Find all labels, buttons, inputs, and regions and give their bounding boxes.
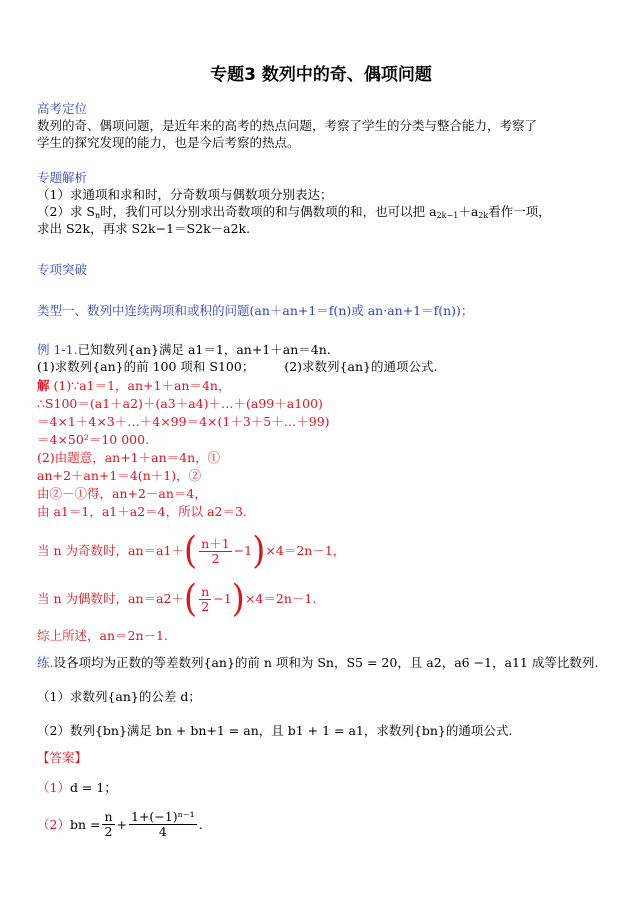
solution-line-2: ∴S100＝(a1＋a2)＋(a3＋a4)＋…＋(a99＋a100) <box>37 396 323 411</box>
answer-label: 【答案】 <box>37 750 88 765</box>
analysis-heading: 专题解析 <box>37 170 88 185</box>
type1-heading: 类型一、数列中连续两项和或积的问题(an＋an+1＝f(n)或 an·an+1＝f(n))； <box>37 303 474 318</box>
positioning-heading: 高考定位 <box>37 101 88 116</box>
example-label: 例 1-1. <box>37 342 78 357</box>
solution-line-8: 由 a1＝1，a1＋a2＝4，所以 a2＝3. <box>37 504 247 519</box>
answer-1: （1）d = 1； <box>37 780 117 795</box>
positioning-text-2: 学生的探究发现的能力，也是今后考察的热点。 <box>37 135 300 150</box>
solution-line-1: 解 (1)∵a1＝1，an+1＋an＝4n， <box>37 378 231 393</box>
analysis-2: （2）求 $S_n$时，我们可以分别求出奇数项的和与偶数项的和，也可以把 $a_{2k-1}+a_{2k}$看作一项， <box>37 204 551 220</box>
exercise-stem: 练.设各项均为正数的等差数列{an}的前 n 项和为 Sn，S5 = 20，且 a2，a6 −1，a11 成等比数列. <box>37 655 599 670</box>
solution-line-3: ＝4×1＋4×3＋…＋4×99＝4×(1＋3＋5＋…＋99) <box>37 414 330 429</box>
exercise-q2: （2）数列{bn}满足 bn + bn+1 = an，且 b1 + 1 = a1，求数列{bn}的通项公式. <box>37 723 513 738</box>
solution-label: 解 <box>37 378 50 393</box>
solution-line-5: (2)由题意，an+1＋an＝4n，① <box>37 450 221 465</box>
solution-line-6: an+2＋an+1＝4(n＋1)，② <box>37 468 202 483</box>
exercise-label: 练. <box>37 655 54 670</box>
solution-summary: 综上所述，an＝2n－1. <box>37 628 168 643</box>
answer-2: （2） bn = $\frac{n}{2}$ + $\frac{\text{1+(−1)ⁿ⁻¹}}{4}$ . <box>37 809 203 839</box>
odd-case: 当 n 为奇数时，an＝a1＋ ( $\frac{n+1}{2}$ −1 ) ×4＝2n－1， <box>37 529 346 573</box>
even-case: 当 n 为偶数时，an＝a2＋ ( $\frac{n}{2}$ −1 ) ×4＝2n－1. <box>37 577 317 621</box>
example-stem: 例 1-1.已知数列{an}满足 a1＝1，an+1＋an＝4n. <box>37 342 331 357</box>
positioning-text-1: 数列的奇、偶项问题，是近年来的高考的热点问题，考察了学生的分类与整合能力，考察了 <box>37 118 538 133</box>
exercise-q1: （1）求数列{an}的公差 d； <box>37 689 201 704</box>
example-questions: (1)求数列{an}的前 100 项和 S100； (2)求数列{an}的通项公式. <box>37 359 438 374</box>
breakthrough-heading: 专项突破 <box>37 262 88 277</box>
page-title: 专题3 数列中的奇、偶项问题 <box>210 65 432 85</box>
solution-line-7: 由②－①得，an+2－an＝4， <box>37 486 207 501</box>
analysis-3: 求出 S2k，再求 S2k−1＝S2k－a2k. <box>37 221 251 236</box>
solution-line-4: ＝4×50²＝10 000. <box>37 432 150 447</box>
analysis-1: （1）求通项和求和时，分奇数项与偶数项分别表达； <box>37 187 333 202</box>
